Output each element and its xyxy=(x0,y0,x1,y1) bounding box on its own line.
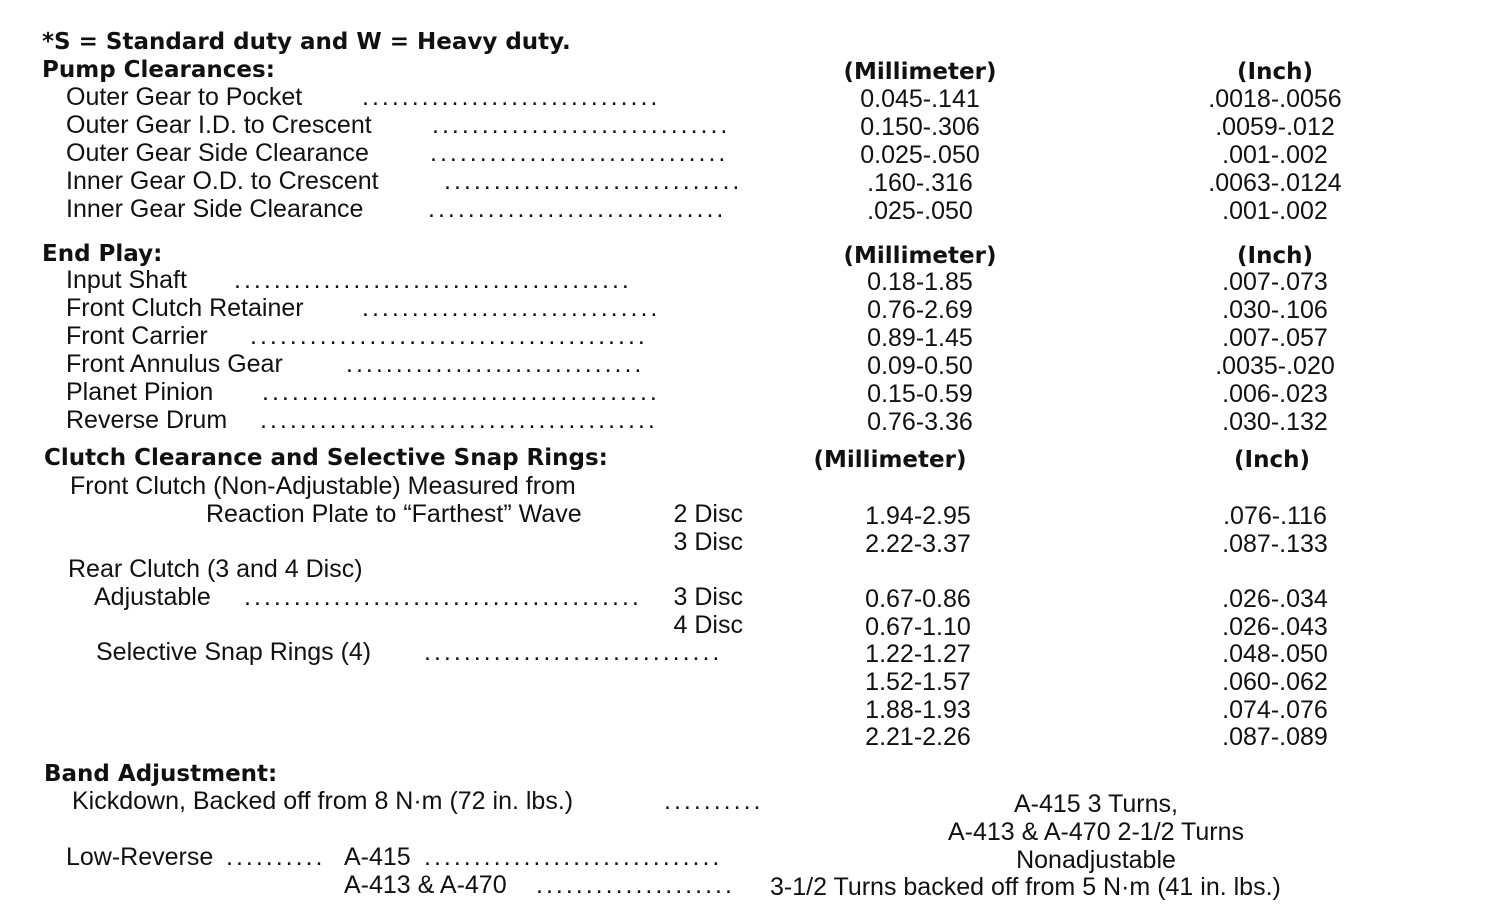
endplay-row-label: Input Shaft xyxy=(66,266,187,294)
band-heading: Band Adjustment: xyxy=(44,761,278,787)
lowrev-a415-label: A-415 xyxy=(344,843,411,871)
pump-row-in: .0059-.012 xyxy=(1215,113,1335,141)
front-clutch-wave-label: Reaction Plate to “Farthest” Wave xyxy=(206,500,582,528)
endplay-row-mm: 0.76-2.69 xyxy=(867,296,973,324)
leader-dots: .............................. xyxy=(362,83,661,111)
rear-disc-3: 3 Disc xyxy=(673,583,743,611)
endplay-row-in: .0035-.020 xyxy=(1215,352,1335,380)
pump-col-mm: (Millimeter) xyxy=(843,59,997,85)
leader-dots: .............................. xyxy=(428,195,727,223)
endplay-row-label: Reverse Drum xyxy=(66,406,228,434)
leader-dots: .................... xyxy=(536,871,735,899)
snap-in: .048-.050 xyxy=(1222,640,1328,668)
endplay-row-label: Planet Pinion xyxy=(66,378,214,406)
rear-clutch-label: Rear Clutch (3 and 4 Disc) xyxy=(68,555,363,583)
front-clutch-label: Front Clutch (Non-Adjustable) Measured from xyxy=(70,472,576,500)
front-mm-2: 1.94-2.95 xyxy=(865,502,971,530)
leader-dots: .............................. xyxy=(362,294,661,322)
lowrev-nonadjustable: Nonadjustable xyxy=(1016,846,1176,874)
endplay-row-label: Front Carrier xyxy=(66,322,208,350)
pump-row-label: Inner Gear O.D. to Crescent xyxy=(66,167,379,195)
leader-dots: ........................................ xyxy=(244,583,642,611)
front-in-2: .076-.116 xyxy=(1223,502,1327,530)
pump-row-mm: 0.150-.306 xyxy=(860,113,980,141)
front-in-3: .087-.133 xyxy=(1222,530,1328,558)
snap-in: .074-.076 xyxy=(1222,696,1328,724)
pump-heading: Pump Clearances: xyxy=(42,57,275,83)
endplay-row-in: .007-.073 xyxy=(1222,268,1328,296)
lowrev-label: Low-Reverse xyxy=(66,843,214,871)
endplay-col-in: (Inch) xyxy=(1237,243,1313,269)
kickdown-value-a413: A-413 & A-470 2-1/2 Turns xyxy=(947,818,1244,846)
lowrev-a413-label: A-413 & A-470 xyxy=(344,871,507,899)
lowrev-a413-value: 3-1/2 Turns backed off from 5 N·m (41 in. lbs.) xyxy=(770,873,1281,901)
front-disc-3: 3 Disc xyxy=(673,528,743,556)
adjustable-label: Adjustable xyxy=(94,583,211,611)
endplay-row-mm: 0.15-0.59 xyxy=(867,380,973,408)
endplay-row-mm: 0.18-1.85 xyxy=(867,268,973,296)
snap-mm: 2.21-2.26 xyxy=(865,723,971,751)
rear-in-3: .026-.034 xyxy=(1222,585,1328,613)
clutch-heading: Clutch Clearance and Selective Snap Rings: xyxy=(44,445,608,471)
pump-row-mm: .025-.050 xyxy=(867,197,973,225)
clutch-col-in: (Inch) xyxy=(1234,447,1310,473)
endplay-row-in: .007-.057 xyxy=(1222,324,1328,352)
rear-mm-3: 0.67-0.86 xyxy=(865,585,971,613)
leader-dots: .............................. xyxy=(444,167,743,195)
endplay-row-label: Front Clutch Retainer xyxy=(66,294,304,322)
pump-row-in: .0018-.0056 xyxy=(1208,85,1342,113)
endplay-row-in: .030-.106 xyxy=(1222,296,1328,324)
pump-row-label: Outer Gear I.D. to Crescent xyxy=(66,111,372,139)
rear-in-4: .026-.043 xyxy=(1222,613,1328,641)
leader-dots: .............................. xyxy=(424,843,723,871)
clutch-col-mm: (Millimeter) xyxy=(813,447,967,473)
endplay-col-mm: (Millimeter) xyxy=(843,243,997,269)
front-mm-3: 2.22-3.37 xyxy=(865,530,971,558)
endplay-row-mm: 0.89-1.45 xyxy=(867,324,973,352)
leader-dots: .......... xyxy=(226,843,326,871)
pump-row-in: .0063-.0124 xyxy=(1208,169,1342,197)
pump-row-label: Outer Gear to Pocket xyxy=(66,83,303,111)
pump-col-in: (Inch) xyxy=(1237,59,1313,85)
leader-dots: .............................. xyxy=(424,638,723,666)
pump-row-label: Inner Gear Side Clearance xyxy=(66,195,364,223)
rear-disc-4: 4 Disc xyxy=(673,611,743,639)
leader-dots: .............................. xyxy=(430,139,729,167)
kickdown-label: Kickdown, Backed off from 8 N·m (72 in. lbs.) xyxy=(72,787,574,815)
rear-mm-4: 0.67-1.10 xyxy=(865,613,971,641)
pump-row-mm: 0.025-.050 xyxy=(860,141,980,169)
snap-mm: 1.22-1.27 xyxy=(865,640,971,668)
leader-dots: ........................................ xyxy=(250,322,648,350)
leader-dots: ........................................ xyxy=(234,266,632,294)
leader-dots: ........................................ xyxy=(260,406,658,434)
snap-mm: 1.88-1.93 xyxy=(865,696,971,724)
pump-row-mm: .160-.316 xyxy=(867,169,973,197)
front-disc-2: 2 Disc xyxy=(673,500,743,528)
leader-dots: .......... xyxy=(664,787,764,815)
snap-in: .087-.089 xyxy=(1222,723,1328,751)
endplay-row-in: .030-.132 xyxy=(1222,408,1328,436)
endplay-heading: End Play: xyxy=(42,241,163,267)
kickdown-value-a415: A-415 3 Turns, xyxy=(1014,790,1178,818)
duty-note: *S = Standard duty and W = Heavy duty. xyxy=(42,29,571,55)
pump-row-in: .001-.002 xyxy=(1222,197,1328,225)
endplay-row-label: Front Annulus Gear xyxy=(66,350,283,378)
snap-mm: 1.52-1.57 xyxy=(865,668,971,696)
snap-rings-label: Selective Snap Rings (4) xyxy=(96,638,372,666)
endplay-row-mm: 0.09-0.50 xyxy=(867,352,973,380)
endplay-row-in: .006-.023 xyxy=(1222,380,1328,408)
pump-row-label: Outer Gear Side Clearance xyxy=(66,139,369,167)
pump-row-mm: 0.045-.141 xyxy=(860,85,980,113)
leader-dots: .............................. xyxy=(432,111,731,139)
snap-in: .060-.062 xyxy=(1222,668,1328,696)
leader-dots: ........................................ xyxy=(262,378,660,406)
leader-dots: .............................. xyxy=(346,350,645,378)
endplay-row-mm: 0.76-3.36 xyxy=(867,408,973,436)
pump-row-in: .001-.002 xyxy=(1222,141,1328,169)
